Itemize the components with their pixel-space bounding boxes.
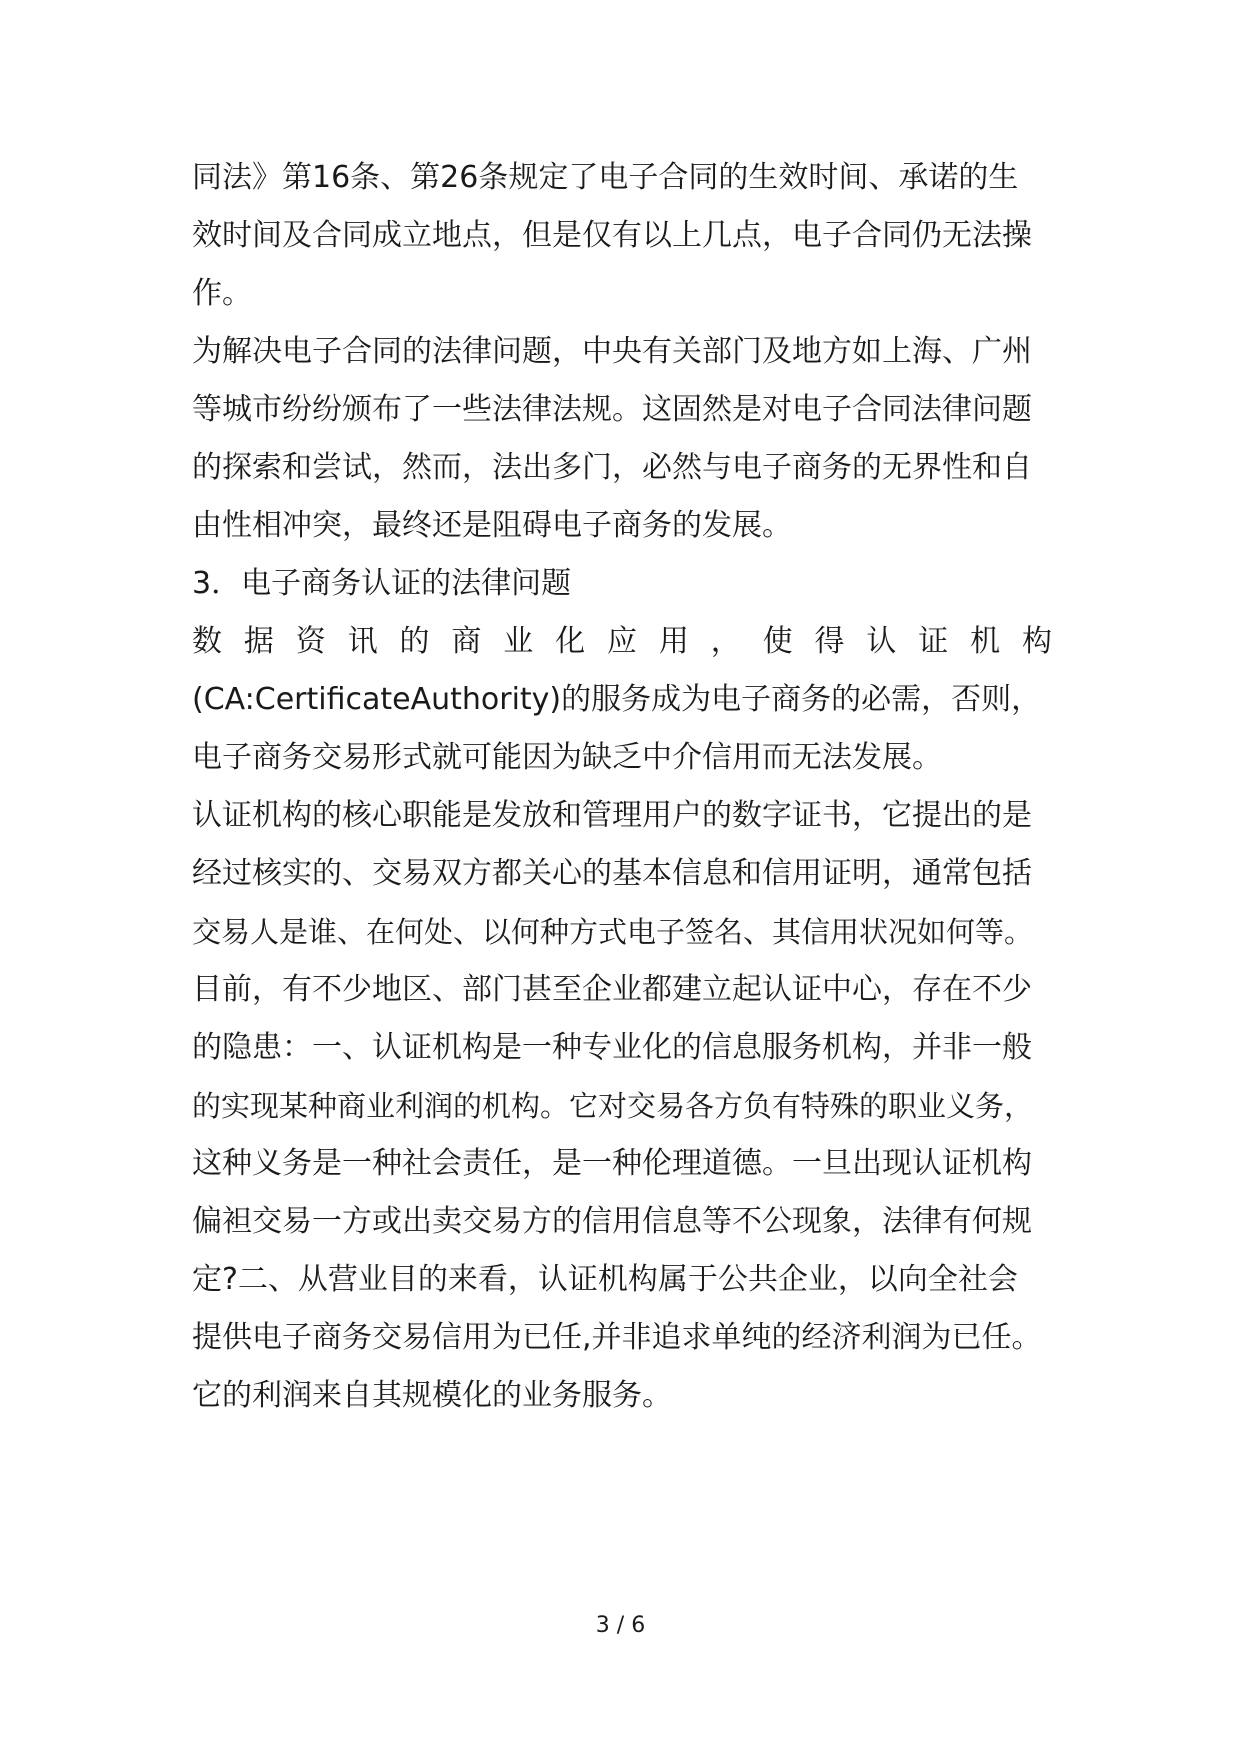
text-line: 效时间及合同成立地点，但是仅有以上几点，电子合同仍无法操 — [192, 218, 1032, 253]
justified-char: 的 — [399, 624, 430, 659]
text-line: 这种义务是一种社会责任，是一种伦理道德。一旦出现认证机构 — [192, 1146, 1032, 1181]
text-line: 偏袒交易一方或出卖交易方的信用信息等不公现象，法律有何规 — [192, 1204, 1032, 1239]
justified-char: 数 — [192, 624, 222, 659]
text-line: 目前，有不少地区、部门甚至企业都建立起认证中心，存在不少 — [192, 972, 1032, 1007]
text-line: 作。 — [192, 276, 252, 311]
text-line: (CA:CertificateAuthority)的服务成为电子商务的必需，否则， — [192, 682, 1042, 717]
justified-char: 使 — [762, 624, 793, 659]
justified-char: 构 — [1022, 624, 1052, 659]
text-line: 同法》第16条、第26条规定了电子合同的生效时间、承诺的生 — [192, 160, 1019, 195]
text-line: 的实现某种商业利润的机构。它对交易各方负有特殊的职业义务， — [192, 1089, 1034, 1123]
text-line: 定?二、从营业目的来看，认证机构属于公共企业，以向全社会 — [192, 1262, 1018, 1297]
justified-char: 得 — [814, 624, 845, 659]
justified-char: 用 — [658, 624, 689, 659]
justified-char: 业 — [503, 624, 534, 659]
text-line: 电子商务交易形式就可能因为缺乏中介信用而无法发展。 — [192, 740, 942, 775]
justified-char: 认 — [866, 624, 897, 659]
text-line: 的探索和尝试，然而，法出多门，必然与电子商务的无界性和自 — [192, 450, 1032, 485]
justified-char: 资 — [295, 624, 326, 659]
justified-char: 证 — [918, 624, 949, 659]
text-line: 经过核实的、交易双方都关心的基本信息和信用证明，通常包括 — [192, 856, 1032, 891]
text-line: 提供电子商务交易信用为已任,并非追求单纯的经济利润为已任。 — [192, 1320, 1042, 1355]
justified-char: 化 — [555, 624, 586, 659]
text-line: 为解决电子合同的法律问题，中央有关部门及地方如上海、广州 — [192, 334, 1032, 369]
justified-char: 商 — [451, 624, 482, 659]
justified-char: 讯 — [347, 624, 378, 659]
text-line: 由性相冲突，最终还是阻碍电子商务的发展。 — [192, 508, 792, 543]
justified-char: 据 — [243, 624, 274, 659]
justified-char: 应 — [607, 624, 637, 659]
justified-char: 机 — [970, 624, 1001, 659]
text-line: 交易人是谁、在何处、以何种方式电子签名、其信用状况如何等。 — [192, 915, 1034, 949]
section-heading: 3．电子商务认证的法律问题 — [192, 566, 572, 601]
text-line: 它的利润来自其规模化的业务服务。 — [192, 1378, 672, 1413]
text-line: 认证机构的核心职能是发放和管理用户的数字证书，它提出的是 — [192, 798, 1032, 833]
text-line: 等城市纷纷颁布了一些法律法规。这固然是对电子合同法律问题 — [192, 392, 1032, 427]
page-number: 3 / 6 — [595, 1613, 646, 1638]
text-line-justified — [192, 622, 1052, 662]
justified-char: ， — [710, 624, 741, 659]
text-line: 的隐患：一、认证机构是一种专业化的信息服务机构，并非一般 — [192, 1030, 1032, 1065]
